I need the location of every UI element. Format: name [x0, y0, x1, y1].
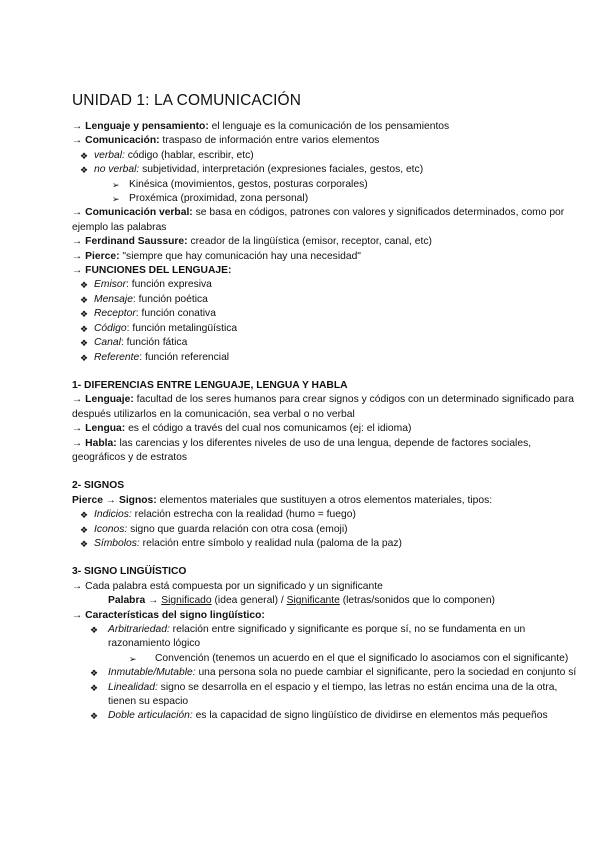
- diamond-bullet-icon: ❖: [80, 352, 89, 363]
- list-item-no-verbal: [72, 163, 580, 177]
- subitem-text: Proxémica (proximidad, zona personal): [129, 193, 309, 205]
- definition-text: creador de la lingüística (emisor, receptor, canal, etc): [187, 236, 432, 248]
- arrow-icon: →: [72, 250, 83, 262]
- arrow-icon: →: [72, 437, 83, 449]
- list-item: [72, 351, 580, 365]
- comunicacion-line: [72, 134, 580, 148]
- s3-caracteristicas-line: [72, 609, 580, 623]
- definition-text: una persona sola no puede cambiar el significante, pero la sociedad en conjunto sí: [195, 667, 577, 679]
- list-subitem-kinesica: [72, 178, 580, 192]
- definition-text: subjetividad, interpretación (expresiones faciales, gestos, etc): [139, 164, 424, 176]
- definition-text: facultad de los seres humanos para crear signos y códigos con un determinado significado para después utilizarlos en la comunicación, sea verbal o no verbal: [72, 394, 574, 420]
- term-label: Receptor: [94, 308, 136, 320]
- definition-text: se basa en códigos, patrones con valores y significados determinados, como por ejemplo las palabras: [72, 207, 565, 233]
- chevron-bullet-icon: ➢: [129, 653, 137, 664]
- list-item: [72, 508, 580, 522]
- definition-text: : función referencial: [139, 351, 230, 363]
- lenguaje-pensamiento-line: [72, 120, 580, 134]
- term-label: Referente: [94, 351, 140, 363]
- s3-cada-palabra-line: [72, 580, 580, 594]
- subitem-text: Kinésica (movimientos, gestos, posturas corporales): [129, 178, 368, 190]
- definition-text: es el código a través del cual nos comunicamos (ej: el idioma): [125, 423, 412, 435]
- section-1-heading: 1- DIFERENCIAS ENTRE LENGUAJE, LENGUA Y HABLA: [72, 379, 348, 391]
- pierce-line: [72, 250, 580, 264]
- list-item: [72, 293, 580, 307]
- funciones-list: [72, 278, 580, 364]
- list-item: [72, 278, 580, 292]
- arrow-icon: →: [105, 494, 117, 506]
- page-title: UNIDAD 1: LA COMUNICACIÓN: [72, 92, 302, 109]
- definition-text: (idea general) /: [211, 595, 287, 607]
- term-label: Símbolos:: [94, 537, 140, 549]
- diamond-bullet-icon: ❖: [80, 538, 89, 549]
- term-label: Inmutable/Mutable:: [108, 667, 196, 679]
- definition-text: relación entre significado y significante es porque sí, no se fundamenta en un razonamiento lógico: [108, 624, 526, 650]
- definition-text: código (hablar, escribir, etc): [124, 149, 254, 161]
- term-label: Habla:: [85, 437, 117, 449]
- term-label: Pierce:: [85, 250, 120, 262]
- definition-text: traspaso de información entre varios elementos: [159, 135, 380, 147]
- diamond-bullet-icon: ❖: [90, 711, 99, 722]
- diamond-bullet-icon: ❖: [80, 280, 89, 291]
- definition-text: relación entre símbolo y realidad nula (paloma de la paz): [139, 537, 402, 549]
- arrow-icon: →: [72, 423, 83, 435]
- diamond-bullet-icon: ❖: [80, 510, 89, 521]
- diamond-bullet-icon: ❖: [90, 668, 99, 679]
- arrow-icon: →: [72, 135, 83, 147]
- chevron-bullet-icon: ➢: [112, 194, 120, 205]
- significante-term: Significante: [286, 595, 340, 607]
- term-label: Arbitrariedad:: [108, 624, 170, 635]
- list-item: [72, 322, 580, 336]
- term-label: Comunicación:: [85, 135, 160, 147]
- definition-text: las carencias y los diferentes niveles de uso de una lengua, depende de factores sociales, geográficos y de estratos: [72, 437, 532, 463]
- definition-text: : función poética: [132, 293, 208, 305]
- term-label: Características del signo lingüístico:: [85, 609, 265, 621]
- term-label: Lenguaje:: [85, 394, 134, 406]
- diamond-bullet-icon: ❖: [80, 309, 89, 320]
- definition-text: signo se desarrolla en el espacio y el tiempo, las letras no están encima una de la otra, tienen su espacio: [108, 681, 558, 708]
- section-2-heading: 2- SIGNOS: [72, 480, 125, 492]
- definition-text: es la capacidad de signo lingüístico de dividirse en elementos más pequeños: [192, 710, 548, 722]
- funciones-heading: [72, 264, 580, 278]
- list-subitem-proxemica: [72, 192, 580, 206]
- definition-text: : función conativa: [135, 308, 216, 320]
- term-label: Indicios:: [94, 509, 132, 521]
- arrow-icon: →: [72, 121, 83, 132]
- diamond-bullet-icon: ❖: [80, 165, 89, 176]
- term-label: verbal:: [94, 149, 125, 161]
- subitem-text: Convención (tenemos un acuerdo en el que el significado lo asociamos con el significante): [155, 652, 569, 664]
- diamond-bullet-icon: ❖: [80, 524, 89, 535]
- definition-text: : función fática: [120, 337, 188, 349]
- arrow-icon: →: [72, 609, 83, 621]
- list-subitem-convencion: [72, 652, 580, 666]
- term-label: Código: [94, 322, 127, 334]
- arrow-icon: →: [72, 265, 83, 277]
- term-label: Linealidad:: [108, 681, 158, 693]
- s1-lenguaje-line: [72, 393, 580, 422]
- definition-text: "siempre que hay comunicación hay una necesidad": [119, 250, 361, 262]
- comunicacion-verbal-line: [72, 206, 580, 235]
- definition-text: elementos materiales que sustituyen a otros elementos materiales, tipos:: [156, 494, 493, 506]
- term-label: Canal: [94, 337, 121, 349]
- s1-habla-line: [72, 437, 580, 466]
- definition-text: el lenguaje es la comunicación de los pensamientos: [208, 121, 450, 132]
- arrow-icon: →: [72, 580, 83, 592]
- term-label: Palabra: [108, 595, 146, 607]
- list-item-inmutable: [72, 666, 580, 680]
- diamond-bullet-icon: ❖: [80, 323, 89, 334]
- diamond-bullet-icon: ❖: [90, 625, 99, 635]
- saussure-line: [72, 235, 580, 249]
- term-label: Comunicación verbal:: [85, 207, 193, 219]
- term-label: Emisor: [94, 279, 127, 291]
- list-item-doble-articulacion: [72, 709, 580, 723]
- arrow-icon: →: [72, 394, 83, 406]
- s3-palabra-line: [72, 594, 580, 608]
- diamond-bullet-icon: ❖: [80, 150, 89, 161]
- diamond-bullet-icon: ❖: [80, 294, 89, 305]
- section-3-heading: 3- SIGNO LINGÜÍSTICO: [72, 566, 187, 578]
- definition-text: : función metalingüística: [126, 322, 238, 334]
- definition-text: (letras/sonidos que lo componen): [339, 595, 495, 607]
- definition-text: signo que guarda relación con otra cosa (emoji): [127, 523, 348, 535]
- list-item-verbal: [72, 149, 580, 163]
- s1-lengua-line: [72, 422, 580, 436]
- list-item-linealidad: [72, 681, 580, 710]
- term-label: Signos:: [118, 494, 157, 506]
- term-label: FUNCIONES DEL LENGUAJE:: [85, 265, 232, 277]
- diamond-bullet-icon: ❖: [80, 338, 89, 349]
- term-label: Mensaje: [94, 293, 133, 305]
- list-item: [72, 523, 580, 537]
- list-item: [72, 537, 580, 551]
- term-label: Pierce: [72, 494, 106, 506]
- term-label: Lengua:: [85, 423, 126, 435]
- definition-text: relación estrecha con la realidad (humo = fuego): [131, 509, 356, 521]
- term-label: Ferdinand Saussure:: [85, 236, 188, 248]
- arrow-icon: →: [72, 236, 83, 248]
- definition-text: : función expresiva: [126, 279, 212, 291]
- list-item: [72, 336, 580, 350]
- s2-signos-line: [72, 494, 580, 508]
- chevron-bullet-icon: ➢: [112, 179, 120, 190]
- term-label: Iconos:: [94, 523, 128, 535]
- term-label: Lenguaje y pensamiento:: [85, 121, 209, 132]
- arrow-icon: →: [72, 207, 83, 219]
- list-item: [72, 307, 580, 321]
- term-label: Doble articulación:: [108, 710, 193, 722]
- diamond-bullet-icon: ❖: [90, 682, 99, 693]
- list-item-arbitrariedad: [72, 623, 580, 652]
- arrow-icon: →: [148, 595, 159, 607]
- definition-text: Cada palabra está compuesta por un significado y un significante: [82, 580, 383, 592]
- signos-list: [72, 508, 580, 551]
- significado-term: Significado: [161, 595, 212, 607]
- caracteristicas-list: [72, 623, 580, 724]
- term-label: no verbal:: [94, 164, 140, 176]
